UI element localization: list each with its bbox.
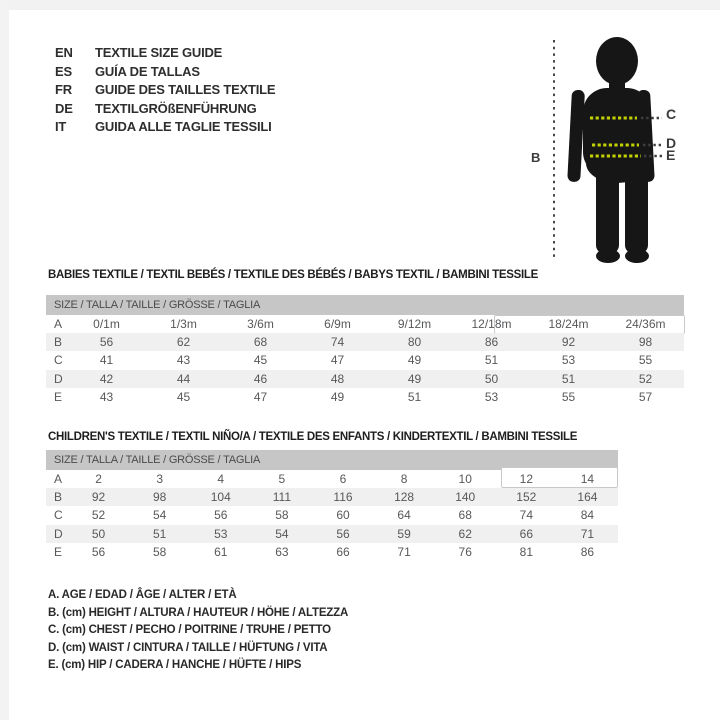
language-code: EN	[55, 45, 73, 60]
row-label: D	[54, 526, 63, 541]
size-value: 46	[253, 371, 268, 386]
size-value: 116	[333, 490, 353, 505]
size-value: 66	[519, 526, 533, 541]
language-code: ES	[55, 63, 72, 79]
size-value: 12/18m	[471, 317, 512, 331]
language-title: TEXTILGRÖßENFÜHRUNG	[95, 100, 257, 116]
size-value: 92	[91, 490, 106, 505]
size-value: 98	[638, 335, 653, 350]
legend-hip: E. (cm) HIP / CADERA / HANCHE / HÜFTE / HIPS	[48, 659, 302, 672]
row-label: B	[54, 335, 63, 350]
size-value: 45	[253, 353, 268, 368]
size-value: 74	[330, 335, 345, 350]
size-value: 10	[458, 472, 472, 486]
table-row	[46, 351, 684, 369]
hip-marker-label: E	[666, 147, 676, 163]
size-value: 47	[253, 389, 268, 404]
measurement-legend	[48, 587, 348, 675]
size-value: 53	[484, 389, 499, 404]
size-value: 51	[484, 353, 499, 368]
size-value: 47	[330, 353, 345, 368]
row-label: A	[54, 317, 63, 331]
size-value: 152	[516, 490, 537, 505]
size-value: 49	[407, 371, 422, 386]
size-value: 81	[519, 544, 533, 559]
size-value: 62	[176, 335, 191, 350]
language-code: FR	[55, 82, 72, 98]
table-row	[46, 470, 618, 488]
row-label: E	[54, 544, 63, 559]
height-marker-label: B	[531, 150, 541, 165]
size-value: 54	[275, 526, 289, 541]
size-value: 3/6m	[247, 317, 274, 331]
size-value: 53	[214, 526, 228, 541]
legend-waist: D. (cm) WAIST / CINTURA / TAILLE / HÜFTUNG / VITA	[48, 641, 328, 654]
size-value: 64	[397, 508, 411, 523]
size-value: 58	[152, 544, 167, 559]
size-value: 51	[407, 389, 422, 404]
size-value: 49	[407, 353, 422, 368]
size-value: 86	[484, 335, 499, 350]
size-value: 3	[156, 472, 163, 486]
size-value: 128	[394, 490, 415, 505]
size-value: 74	[519, 508, 533, 523]
language-title: GUIDA ALLE TAGLIE TESSILI	[95, 119, 272, 135]
size-value: 68	[253, 335, 268, 350]
size-value: 12	[519, 472, 533, 486]
child-silhouette	[567, 37, 655, 263]
size-value: 63	[275, 544, 289, 559]
size-value: 140	[455, 490, 476, 505]
waist-marker-label: D	[666, 135, 676, 151]
size-value: 18/24m	[548, 317, 589, 331]
size-value: 6/9m	[324, 317, 351, 331]
size-value: 55	[638, 353, 653, 368]
size-value: 24/36m	[625, 317, 666, 331]
size-value: 71	[580, 526, 595, 541]
size-value: 56	[214, 508, 228, 523]
size-value: 80	[407, 335, 422, 350]
row-label: B	[54, 490, 63, 505]
size-value: 1/3m	[170, 317, 197, 331]
table-row	[46, 388, 684, 406]
table-row	[46, 333, 684, 351]
babies-section-title: BABIES TEXTILE / TEXTIL BEBÉS / TEXTILE DES BÉBÉS / BABYS TEXTIL / BAMBINI TESSILE	[48, 269, 538, 281]
size-value: 43	[99, 389, 114, 404]
language-code: IT	[55, 119, 67, 135]
size-value: 98	[152, 490, 167, 505]
size-value: 51	[561, 371, 576, 386]
size-value: 58	[275, 508, 289, 523]
language-row	[55, 100, 275, 119]
size-value: 53	[561, 353, 576, 368]
language-row	[55, 63, 275, 82]
row-label: A	[54, 472, 63, 486]
table-row	[46, 370, 684, 388]
table-row	[46, 543, 618, 561]
size-value: 49	[330, 389, 345, 404]
size-value: 62	[458, 526, 472, 541]
size-value: 55	[561, 389, 576, 404]
size-value: 71	[397, 544, 411, 559]
size-value: 86	[580, 544, 595, 559]
size-value: 50	[484, 371, 499, 386]
page-edge-top	[0, 0, 720, 10]
children-size-table	[46, 470, 618, 561]
size-value: 111	[272, 490, 291, 505]
size-value: 92	[561, 335, 576, 350]
size-value: 56	[91, 544, 106, 559]
size-value: 56	[99, 335, 114, 350]
size-value: 56	[336, 526, 350, 541]
size-value: 61	[214, 544, 228, 559]
size-value: 6	[339, 472, 347, 486]
language-title: GUIDE DES TAILLES TEXTILE	[95, 82, 276, 98]
size-value: 8	[400, 472, 408, 486]
language-list	[55, 44, 275, 137]
size-value: 59	[397, 526, 411, 541]
size-value: 66	[336, 544, 350, 559]
page-edge-left	[0, 0, 9, 720]
size-value: 44	[176, 371, 191, 386]
size-value: 4	[217, 472, 225, 486]
row-label: C	[54, 508, 63, 523]
size-value: 60	[336, 508, 350, 523]
table-row	[46, 525, 618, 543]
language-title: GUÍA DE TALLAS	[95, 63, 200, 79]
babies-size-header: SIZE / TALLA / TAILLE / GRÖSSE / TAGLIA	[46, 295, 684, 315]
row-label: D	[54, 371, 63, 386]
size-value: 57	[638, 389, 653, 404]
size-value: 84	[580, 508, 595, 523]
table-row	[46, 488, 618, 506]
size-value: 52	[638, 371, 653, 386]
size-value: 104	[210, 490, 231, 505]
size-value: 14	[580, 472, 595, 486]
size-value: 42	[99, 371, 114, 386]
size-value: 68	[458, 508, 472, 523]
language-code: DE	[55, 100, 73, 116]
size-value: 48	[330, 371, 345, 386]
size-value: 9/12m	[397, 317, 432, 331]
language-row	[55, 44, 275, 63]
legend-chest: C. (cm) CHEST / PECHO / POITRINE / TRUHE / PETTO	[48, 624, 331, 637]
size-value: 0/1m	[93, 317, 120, 331]
table-row	[46, 506, 618, 524]
row-label: C	[54, 353, 63, 368]
language-row	[55, 81, 275, 100]
legend-age: A. AGE / EDAD / ÂGE / ALTER / ETÀ	[48, 589, 237, 601]
children-size-header: SIZE / TALLA / TAILLE / GRÖSSE / TAGLIA	[46, 450, 618, 470]
size-value: 41	[99, 353, 114, 368]
babies-size-table	[46, 315, 684, 406]
language-row	[55, 118, 275, 137]
size-value: 5	[278, 472, 286, 486]
size-value: 43	[176, 353, 191, 368]
size-value: 50	[91, 526, 106, 541]
row-label: E	[54, 389, 63, 404]
size-value: 76	[458, 544, 472, 559]
table-row	[46, 315, 684, 333]
size-value: 52	[91, 508, 106, 523]
legend-height: B. (cm) HEIGHT / ALTURA / HAUTEUR / HÖHE / ALTEZZA	[48, 606, 349, 619]
size-value: 2	[95, 472, 102, 486]
chest-marker-label: C	[666, 106, 676, 122]
size-value: 51	[152, 526, 167, 541]
size-value: 164	[577, 490, 598, 505]
size-value: 54	[152, 508, 167, 523]
language-title: TEXTILE SIZE GUIDE	[95, 45, 223, 60]
size-value: 45	[176, 389, 191, 404]
children-section-title: CHILDREN'S TEXTILE / TEXTIL NIÑO/A / TEXTILE DES ENFANTS / KINDERTEXTIL / BAMBINI TESSILE	[48, 431, 578, 443]
